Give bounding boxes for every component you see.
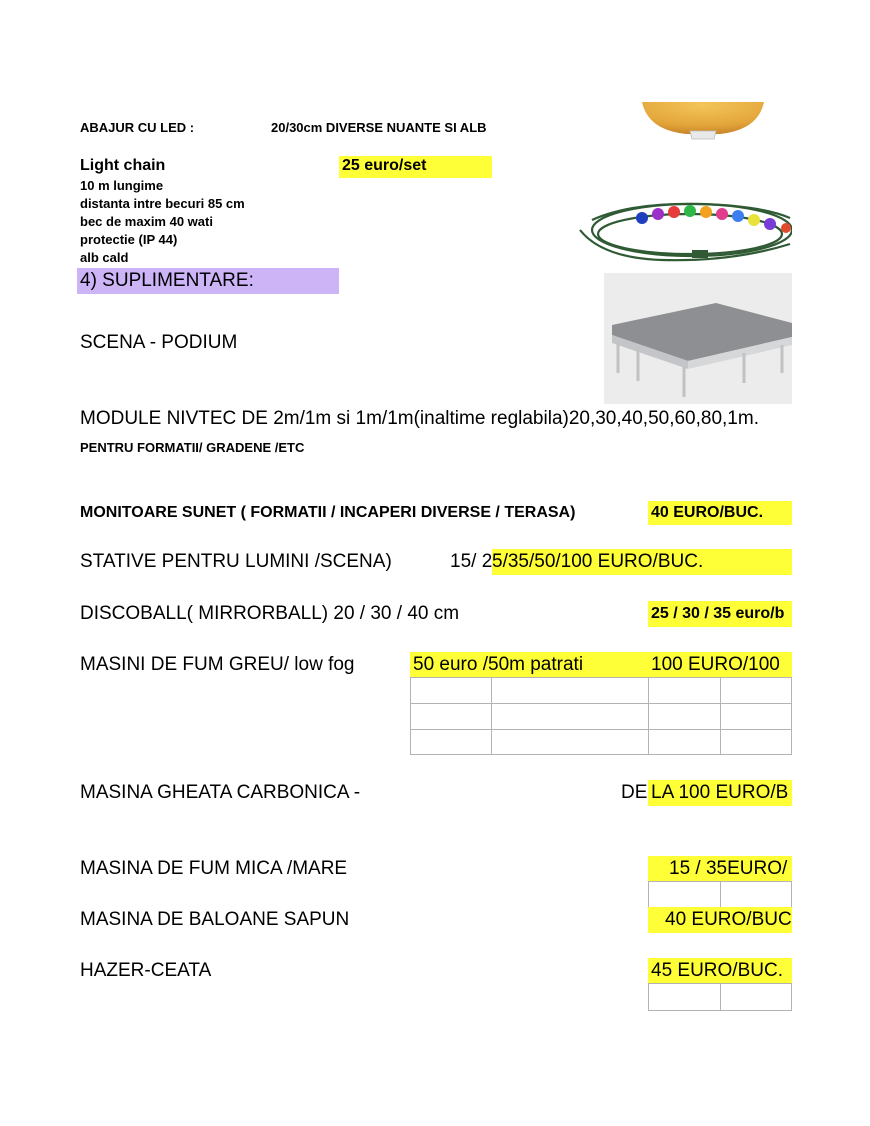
hazer-label: HAZER-CEATA [80,960,212,981]
grid-cell [648,881,721,908]
gheata-price: LA 100 EURO/B [651,782,789,803]
light-chain-detail: alb cald [80,250,129,265]
stage-podium-image [604,273,792,404]
scena-label: SCENA - PODIUM [80,332,238,353]
light-chain-detail: distanta intre becuri 85 cm [80,196,245,211]
discoball-label: DISCOBALL( MIRRORBALL) 20 / 30 / 40 cm [80,603,460,624]
section-heading: 4) SUPLIMENTARE: [80,270,254,291]
grid-cell [491,677,649,704]
grid-cell [648,677,721,704]
monitoare-label: MONITOARE SUNET ( FORMATII / INCAPERI DIVERSE / TERASA) [80,504,576,521]
abajur-spec: 20/30cm DIVERSE NUANTE SI ALB [271,120,487,135]
gheata-price-prefix: DE [621,782,648,803]
paper-lantern-image [640,100,766,142]
fum-mica-label: MASINA DE FUM MICA /MARE [80,858,348,879]
grid-cell [648,983,721,1011]
light-chain-title: Light chain [80,157,166,174]
module-subline: PENTRU FORMATII/ GRADENE /ETC [80,440,305,455]
hazer-price: 45 EURO/BUC. [651,960,783,981]
light-chain-image [572,190,792,270]
grid-cell [648,729,721,755]
grid-cell [491,703,649,730]
fum-mica-price: 15 / 35EURO/ [669,858,788,879]
baloane-price: 40 EURO/BUC [665,909,792,930]
masini-fum-greu-price2: 100 EURO/100 [651,654,780,675]
baloane-label: MASINA DE BALOANE SAPUN [80,909,350,930]
module-line: MODULE NIVTEC DE 2m/1m si 1m/1m(inaltime reglabila)20,30,40,50,60,80,1m. [80,408,759,429]
light-chain-detail: bec de maxim 40 wati [80,214,213,229]
abajur-label: ABAJUR CU LED : [80,120,195,135]
grid-cell [410,729,492,755]
stative-price-prefix: 15/ 2 [450,551,493,572]
grid-cell [648,703,721,730]
grid-cell [720,729,792,755]
masini-fum-greu-price1: 50 euro /50m patrati [413,654,584,675]
monitoare-price: 40 EURO/BUC. [651,504,764,521]
gheata-label: MASINA GHEATA CARBONICA - [80,782,361,803]
grid-cell [720,881,792,908]
light-chain-price: 25 euro/set [342,157,427,174]
stative-label: STATIVE PENTRU LUMINI /SCENA) [80,551,392,572]
stative-price: 5/35/50/100 EURO/BUC. [492,551,704,572]
grid-cell [720,703,792,730]
grid-cell [410,703,492,730]
discoball-price: 25 / 30 / 35 euro/b [651,605,785,622]
grid-cell [720,677,792,704]
masini-fum-greu-label: MASINI DE FUM GREU/ low fog [80,654,355,675]
grid-cell [491,729,649,755]
light-chain-detail: 10 m lungime [80,178,164,193]
grid-cell [410,677,492,704]
grid-cell [720,983,792,1011]
light-chain-detail: protectie (IP 44) [80,232,178,247]
